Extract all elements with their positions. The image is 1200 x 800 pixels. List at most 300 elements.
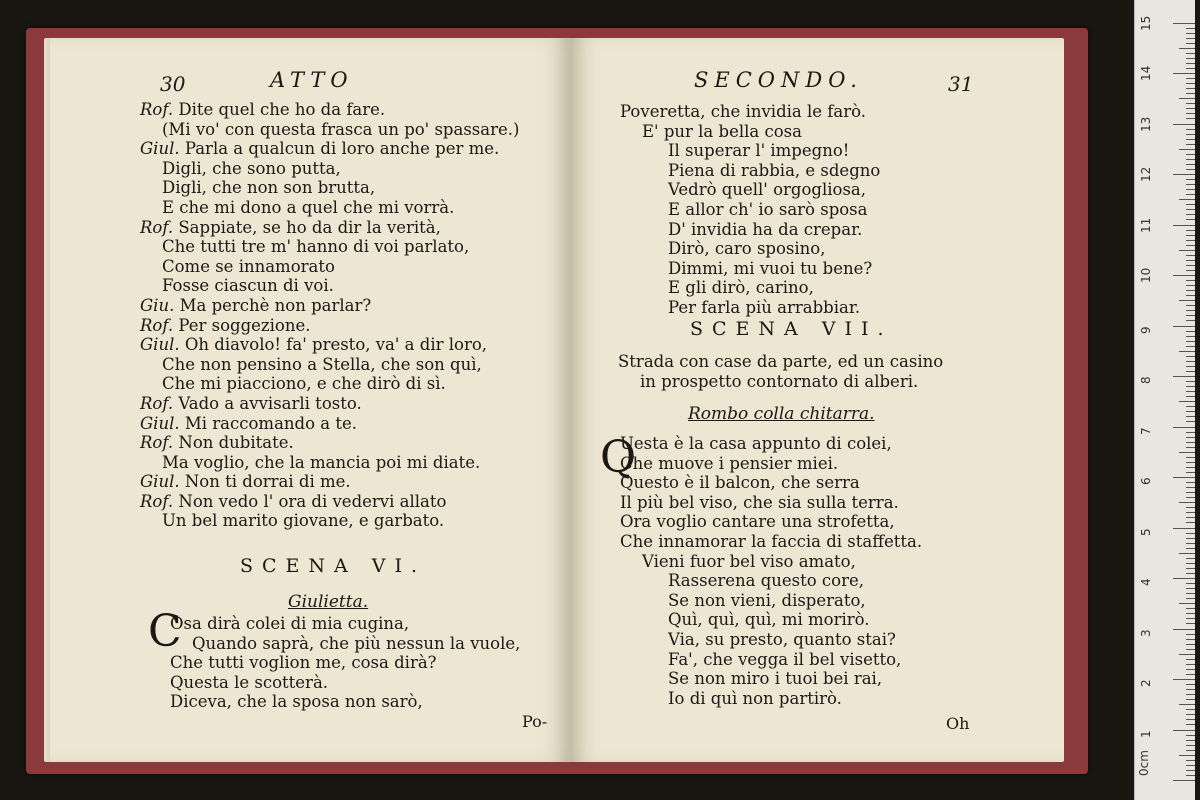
line-text: Digli, che sono putta, [162, 158, 341, 178]
ruler-tick [1186, 53, 1195, 54]
text-line [620, 571, 922, 591]
ruler-tick [1173, 275, 1195, 276]
text-line [140, 414, 519, 434]
ruler-tick [1186, 467, 1195, 468]
ruler-number: 12 [1139, 166, 1153, 182]
book [26, 28, 1088, 774]
line-text: Mi raccomando a te. [184, 413, 357, 433]
speaker-label: Giul. [140, 472, 180, 492]
line-text: D' invidia ha da crepar. [668, 219, 863, 239]
ruler-tick [1186, 482, 1195, 483]
verse-block-right [620, 434, 922, 708]
ruler-number: 15 [1139, 15, 1153, 31]
line-text: Per soggezione. [178, 315, 311, 335]
ruler-tick [1186, 618, 1195, 619]
text-line [620, 591, 922, 611]
text-line [140, 139, 519, 159]
line-text: Non ti dorrai di me. [184, 472, 351, 492]
ruler-tick [1186, 346, 1195, 347]
text-line [140, 492, 519, 512]
ruler-tick [1186, 583, 1195, 584]
setting-line: in prospetto contornato di alberi. [640, 371, 919, 391]
ruler-number: 7 [1139, 426, 1153, 435]
ruler-tick [1173, 124, 1195, 125]
ruler-unit: 0cm [1137, 750, 1151, 776]
ruler-tick [1186, 139, 1195, 140]
ruler-number: 8 [1139, 376, 1153, 384]
ruler-tick [1186, 608, 1195, 609]
ruler-tick [1186, 462, 1195, 463]
line-text: Dimmi, mi vuoi tu bene? [668, 258, 873, 278]
ruler-tick [1186, 416, 1195, 417]
text-line [140, 198, 519, 218]
line-text: Io di quì non partirò. [668, 688, 842, 708]
ruler-tick [1179, 199, 1195, 200]
line-text: E allor ch' io sarò sposa [668, 199, 868, 219]
ruler-tick [1173, 326, 1195, 327]
text-line [620, 161, 880, 181]
ruler-tick [1186, 164, 1195, 165]
ruler-tick [1186, 381, 1195, 382]
ruler-tick [1186, 214, 1195, 215]
line-text: Che non pensino a Stella, che son quì, [162, 354, 482, 374]
ruler-tick [1186, 644, 1195, 645]
ruler-tick [1186, 68, 1195, 69]
text-line [620, 259, 880, 279]
ruler-tick [1186, 331, 1195, 332]
ruler-tick [1179, 300, 1195, 301]
ruler-tick [1186, 28, 1195, 29]
ruler-tick [1173, 477, 1195, 478]
running-head-left: ATTO [270, 68, 354, 92]
scene-setting [618, 352, 943, 391]
line-text: Un bel marito giovane, e garbato. [162, 511, 445, 531]
ruler-tick [1186, 58, 1195, 59]
text-line [140, 296, 519, 316]
ruler-tick [1186, 154, 1195, 155]
speaker-label: Giul. [140, 139, 180, 159]
line-text: Diceva, che la sposa non sarò, [170, 692, 423, 712]
ruler-tick [1173, 528, 1195, 529]
ruler-number: 14 [1139, 65, 1153, 81]
text-line [620, 180, 880, 200]
line-text: Dirò, caro sposino, [668, 239, 826, 259]
line-text: Che tutti voglion me, cosa dirà? [170, 653, 437, 673]
line-text: Questo è il balcon, che serra [620, 473, 860, 493]
text-line [620, 610, 922, 630]
ruler-tick [1186, 63, 1195, 64]
ruler-tick [1186, 497, 1195, 498]
text-line [620, 102, 880, 122]
ruler-number: 3 [1139, 628, 1153, 637]
ruler-tick [1173, 629, 1195, 630]
text-line [620, 434, 922, 454]
ruler-tick [1186, 235, 1195, 236]
line-text: E che mi dono a quel che mi vorrà. [162, 197, 455, 217]
ruler-tick [1186, 103, 1195, 104]
line-text: Che innamorar la faccia di staffetta. [620, 531, 923, 551]
ruler-tick [1179, 704, 1195, 705]
ruler-tick [1186, 598, 1195, 599]
line-text: Uesta è la casa appunto di colei, [620, 434, 892, 453]
ruler-tick [1186, 719, 1195, 720]
text-line [170, 653, 520, 673]
character-name-right: Rombo colla chitarra. [688, 404, 875, 424]
text-line [620, 298, 880, 318]
ruler-tick [1179, 452, 1195, 453]
ruler-tick [1186, 341, 1195, 342]
ruler-tick [1186, 280, 1195, 281]
ruler-tick [1186, 432, 1195, 433]
ruler-tick [1186, 568, 1195, 569]
line-text: Ora voglio cantare una strofetta, [620, 512, 895, 532]
ruler-tick [1173, 376, 1195, 377]
line-text: Se non miro i tuoi bei rai, [668, 669, 883, 689]
ruler-tick [1173, 780, 1195, 781]
ruler-tick [1186, 310, 1195, 311]
page-number-left: 30 [160, 72, 186, 96]
ruler-tick [1179, 48, 1195, 49]
line-text: Che tutti tre m' hanno di voi parlato, [162, 237, 470, 257]
ruler-tick [1179, 351, 1195, 352]
ruler-tick [1186, 573, 1195, 574]
line-text: Che mi piacciono, e che dirò di sì. [162, 374, 446, 394]
line-text: Via, su presto, quanto stai? [668, 629, 896, 649]
ruler-tick [1186, 204, 1195, 205]
ruler-tick [1186, 93, 1195, 94]
ruler-tick [1186, 144, 1195, 145]
text-line [620, 278, 880, 298]
ruler-tick [1186, 593, 1195, 594]
speaker-label: Rof. [140, 491, 174, 511]
ruler-tick [1186, 538, 1195, 539]
line-text: Vedrò quell' orgogliosa, [668, 180, 866, 200]
ruler-tick [1186, 78, 1195, 79]
ruler-tick [1186, 724, 1195, 725]
ruler-tick [1186, 255, 1195, 256]
ruler-tick [1186, 356, 1195, 357]
ruler-tick [1186, 118, 1195, 119]
ruler-tick [1186, 639, 1195, 640]
ruler-tick [1173, 23, 1195, 24]
ruler-tick [1186, 33, 1195, 34]
ruler-tick [1186, 760, 1195, 761]
text-line [140, 355, 519, 375]
line-text: Dite quel che ho da fare. [178, 100, 386, 119]
text-line [620, 220, 880, 240]
ruler-tick [1186, 517, 1195, 518]
text-line [620, 689, 922, 709]
ruler-tick [1186, 320, 1195, 321]
ruler-tick [1186, 507, 1195, 508]
line-text: Osa dirà colei di mia cugina, [170, 614, 410, 633]
ruler-tick [1186, 740, 1195, 741]
ruler-tick [1179, 250, 1195, 251]
ruler-tick [1186, 189, 1195, 190]
ruler-tick [1186, 613, 1195, 614]
ruler-tick [1173, 730, 1195, 731]
ruler-tick [1186, 745, 1195, 746]
speaker-label: Giul. [140, 335, 180, 355]
text-line [170, 634, 520, 654]
ruler-tick [1186, 735, 1195, 736]
ruler-tick [1186, 270, 1195, 271]
ruler-tick [1186, 396, 1195, 397]
text-line [140, 511, 519, 531]
line-text: Il più bel viso, che sia sulla terra. [620, 492, 899, 512]
line-text: Questa le scotterà. [170, 672, 329, 692]
ruler-tick [1186, 245, 1195, 246]
ruler-tick [1186, 709, 1195, 710]
line-text: Non vedo l' ora di vedervi allato [178, 491, 447, 511]
speaker-label: Rof. [140, 433, 174, 453]
ruler-number: 1 [1139, 729, 1153, 738]
right-page [570, 38, 1064, 762]
line-text: Fosse ciascun di voi. [162, 276, 334, 296]
ruler-tick [1186, 674, 1195, 675]
text-line [140, 237, 519, 257]
line-text: Digli, che non son brutta, [162, 178, 376, 198]
ruler-tick [1179, 502, 1195, 503]
ruler-tick [1173, 174, 1195, 175]
ruler-tick [1186, 179, 1195, 180]
ruler-tick [1186, 194, 1195, 195]
ruler-tick [1186, 361, 1195, 362]
ruler-tick [1186, 543, 1195, 544]
text-line [140, 257, 519, 277]
line-text: E gli dirò, carino, [668, 278, 814, 298]
speaker-label: Giu. [140, 295, 175, 315]
line-text: Se non vieni, disperato, [668, 590, 866, 610]
text-line [620, 122, 880, 142]
left-page [50, 38, 570, 762]
ruler-tick [1186, 219, 1195, 220]
ruler-tick [1186, 689, 1195, 690]
ruler-tick [1186, 563, 1195, 564]
text-line [140, 276, 519, 296]
ruler-tick [1173, 225, 1195, 226]
ruler-tick [1186, 442, 1195, 443]
ruler-tick [1186, 522, 1195, 523]
ruler-tick [1186, 492, 1195, 493]
ruler-tick [1186, 684, 1195, 685]
ruler-tick [1173, 578, 1195, 579]
text-line [620, 473, 922, 493]
ruler-tick [1186, 184, 1195, 185]
line-text: Parla a qualcun di loro anche per me. [184, 139, 500, 159]
line-text: Vado a avvisarli tosto. [178, 393, 362, 413]
ruler-tick [1186, 169, 1195, 170]
text-line [170, 692, 520, 712]
line-text: Quì, quì, quì, mi morirò. [668, 610, 870, 630]
text-line [170, 673, 520, 693]
text-line [620, 141, 880, 161]
text-line [620, 532, 922, 552]
line-text: Non dubitate. [178, 433, 294, 453]
text-line [140, 218, 519, 238]
ruler-tick [1186, 108, 1195, 109]
ruler-tick [1186, 43, 1195, 44]
line-text: Per farla più arrabbiar. [668, 297, 861, 317]
ruler-tick [1186, 129, 1195, 130]
text-line [620, 200, 880, 220]
speaker-label: Rof. [140, 315, 174, 335]
speaker-label: Rof. [140, 100, 174, 119]
ruler-tick [1173, 679, 1195, 680]
ruler-number: 2 [1139, 679, 1153, 687]
line-text: Vieni fuor bel viso amato, [642, 551, 856, 571]
ruler-tick [1186, 209, 1195, 210]
text-line [620, 454, 922, 474]
ruler-tick [1186, 336, 1195, 337]
ruler-tick [1186, 366, 1195, 367]
text-line [140, 120, 519, 140]
speaker-label: Rof. [140, 217, 174, 237]
ruler-tick [1186, 472, 1195, 473]
character-name-left: Giulietta. [288, 592, 369, 612]
ruler-tick [1186, 406, 1195, 407]
line-text: Ma voglio, che la mancia poi mi diate. [162, 452, 481, 472]
running-head-right: SECONDO. [694, 68, 863, 92]
ruler-tick [1186, 558, 1195, 559]
ruler-tick [1186, 421, 1195, 422]
speaker-label: Rof. [140, 393, 174, 413]
ruler-tick [1186, 533, 1195, 534]
ruler-tick [1186, 457, 1195, 458]
text-line [140, 374, 519, 394]
ruler-tick [1179, 401, 1195, 402]
ruler-tick [1173, 73, 1195, 74]
ruler-tick [1186, 38, 1195, 39]
ruler-number: 9 [1139, 325, 1153, 334]
ruler-tick [1179, 553, 1195, 554]
setting-line: Strada con case da parte, ed un casino [618, 352, 944, 371]
ruler-tick [1186, 285, 1195, 286]
ruler-tick [1186, 230, 1195, 231]
ruler-tick [1186, 699, 1195, 700]
line-text: Poveretta, che invidia le farò. [620, 102, 867, 121]
ruler-tick [1186, 512, 1195, 513]
drop-cap-right: Q [600, 432, 637, 483]
ruler-tick [1186, 134, 1195, 135]
ruler-tick [1186, 770, 1195, 771]
page-number-right: 31 [948, 72, 974, 96]
ruler-tick [1186, 305, 1195, 306]
ruler-tick [1186, 159, 1195, 160]
text-line [620, 650, 922, 670]
ruler-number: 13 [1139, 116, 1153, 132]
ruler-tick [1186, 649, 1195, 650]
line-text: (Mi vo' con questa frasca un po' spassare.) [162, 119, 520, 139]
ruler-tick [1186, 411, 1195, 412]
text-line [140, 159, 519, 179]
ruler-tick [1186, 750, 1195, 751]
ruler-tick [1186, 295, 1195, 296]
ruler-tick [1186, 669, 1195, 670]
ruler-tick [1186, 623, 1195, 624]
catchword-left: Po- [522, 712, 548, 731]
dialogue-block-left [140, 100, 519, 531]
ruler-tick [1179, 603, 1195, 604]
ruler-tick [1186, 391, 1195, 392]
text-line [140, 335, 519, 355]
text-line [140, 178, 519, 198]
ruler-tick [1186, 371, 1195, 372]
ruler-tick [1186, 447, 1195, 448]
ruler-number: 11 [1139, 217, 1153, 233]
ruler-tick [1186, 260, 1195, 261]
line-text: Che muove i pensier miei. [620, 453, 839, 473]
text-line [140, 316, 519, 336]
ruler-tick [1186, 775, 1195, 776]
measuring-ruler [1134, 0, 1195, 800]
ruler-number: 10 [1139, 267, 1153, 283]
ruler-tick [1186, 634, 1195, 635]
line-text: Come se innamorato [162, 256, 335, 276]
ruler-tick [1186, 487, 1195, 488]
text-line [170, 614, 520, 634]
ruler-tick [1186, 240, 1195, 241]
ruler-tick [1179, 755, 1195, 756]
dialogue-block-right [620, 102, 880, 318]
line-text: Piena di rabbia, e sdegno [668, 160, 881, 180]
ruler-tick [1186, 714, 1195, 715]
ruler-tick [1186, 664, 1195, 665]
text-line [620, 552, 922, 572]
ruler-tick [1186, 548, 1195, 549]
ruler-tick [1186, 694, 1195, 695]
line-text: Oh diavolo! fa' presto, va' a dir loro, [184, 335, 488, 355]
ruler-tick [1186, 290, 1195, 291]
text-line [620, 239, 880, 259]
line-text: Rasserena questo core, [668, 571, 865, 591]
drop-cap-left: C [148, 606, 182, 657]
verse-block-left [170, 614, 520, 712]
scene-title-right: SCENA VII. [690, 318, 893, 340]
text-line [620, 493, 922, 513]
ruler-tick [1179, 149, 1195, 150]
ruler-tick [1186, 588, 1195, 589]
line-text: Quando saprà, che più nessun la vuole, [192, 633, 521, 653]
catchword-right: Oh [946, 714, 970, 733]
text-line [620, 512, 922, 532]
text-line [620, 669, 922, 689]
ruler-tick [1186, 386, 1195, 387]
scene-title-left: SCENA VI. [240, 555, 427, 577]
ruler-number: 6 [1139, 477, 1153, 485]
line-text: E' pur la bella cosa [642, 121, 802, 141]
ruler-number: 5 [1139, 527, 1153, 536]
ruler-tick [1186, 88, 1195, 89]
text-line [140, 394, 519, 414]
speaker-label: Giul. [140, 413, 180, 433]
ruler-tick [1179, 98, 1195, 99]
text-line [140, 453, 519, 473]
ruler-tick [1173, 427, 1195, 428]
ruler-tick [1179, 654, 1195, 655]
text-line [140, 433, 519, 453]
ruler-tick [1186, 315, 1195, 316]
line-text: Il superar l' impegno! [668, 141, 850, 161]
line-text: Fa', che vegga il bel visetto, [668, 649, 902, 669]
line-text: Ma perchè non parlar? [179, 295, 372, 315]
ruler-tick [1186, 659, 1195, 660]
ruler-tick [1186, 765, 1195, 766]
ruler-tick [1186, 83, 1195, 84]
text-line [140, 100, 519, 120]
ruler-number: 4 [1139, 578, 1153, 586]
text-line [140, 472, 519, 492]
